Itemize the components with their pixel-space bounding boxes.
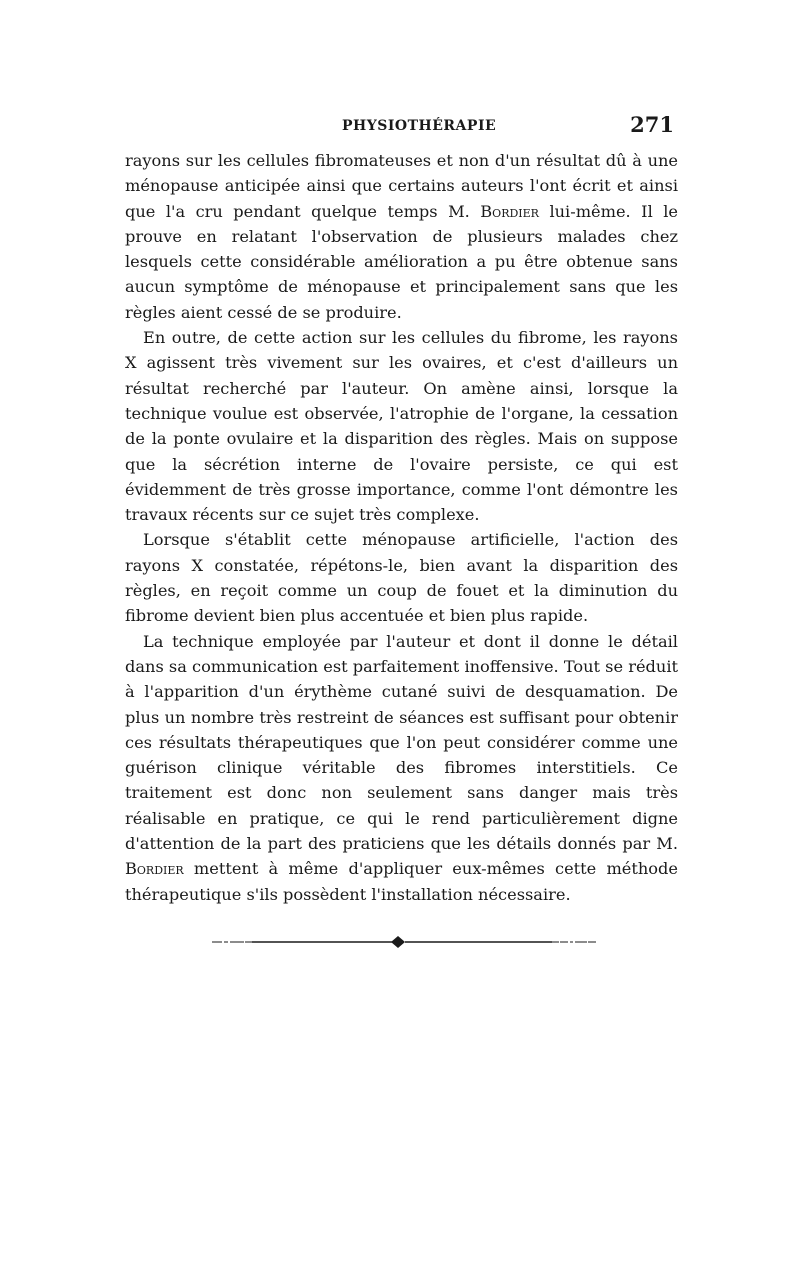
text-run: rayons sur les cellules fibromateuses et non d'un résultat dû à une ménopause anticipée ainsi que certains auteurs l'ont écrit et ainsi que l'a cru pendant quelque temps M. bbox=[125, 151, 678, 221]
page-header bbox=[126, 110, 678, 140]
paragraph bbox=[125, 629, 678, 907]
author-name: Bordier bbox=[480, 201, 539, 221]
paragraph: En outre, de cette action sur les cellules du fibrome, les rayons X agissent très vivement sur les ovaires, et c'est d'ailleurs un résultat recherché par l'auteur. On amène ainsi, lorsque la technique voulue est observée, l'atrophie de l'organe, la cessation de la ponte ovulaire et la disparition des règles. Mais on suppose que la sécrétion interne de l'ovaire persiste, ce qui est évidemment de très grosse importance, comme l'ont démontre les travaux récents sur ce sujet très complexe. bbox=[125, 328, 678, 525]
running-title: PHYSIOTHÉRAPIE bbox=[342, 118, 497, 134]
end-ornament bbox=[212, 934, 597, 948]
text-run: mettent à même d'appliquer eux-mêmes cette méthode thérapeutique s'ils possèdent l'installation nécessaire. bbox=[125, 859, 678, 904]
body-text bbox=[125, 148, 678, 907]
text-run: La technique employée par l'auteur et dont il donne le détail dans sa communication est parfaitement inoffensive. Tout se réduit à l'apparition d'un érythème cutané suivi de desquamation. De plus un nombre très restreint de séances est suffisant pour obtenir ces résultats thérapeutiques que l'on peut considérer comme une guérison clinique véritable des fibromes interstitiels. Ce traitement est donc non seulement sans danger mais très réalisable en pratique, ce qui le rend particulièrement digne d'attention de la part des praticiens que les détails donnés par M. bbox=[125, 631, 678, 854]
text-run: lui-même. Il le prouve en relatant l'observation de plusieurs malades chez lesquels cette considérable amélioration a pu être obtenue sans aucun symptôme de ménopause et principalement sans que les règles aient cessé de se produire. bbox=[125, 201, 678, 322]
diamond-rule-ornament-icon bbox=[212, 935, 597, 949]
paragraph: Lorsque s'établit cette ménopause artificielle, l'action des rayons X constatée, répétons-le, bien avant la disparition des règles, en reçoit comme un coup de fouet et la diminution du fibrome devient bien plus accentuée et bien plus rapide. bbox=[125, 530, 678, 626]
paragraph bbox=[125, 148, 678, 325]
author-name: Bordier bbox=[125, 859, 184, 879]
page-number: 271 bbox=[630, 112, 674, 137]
